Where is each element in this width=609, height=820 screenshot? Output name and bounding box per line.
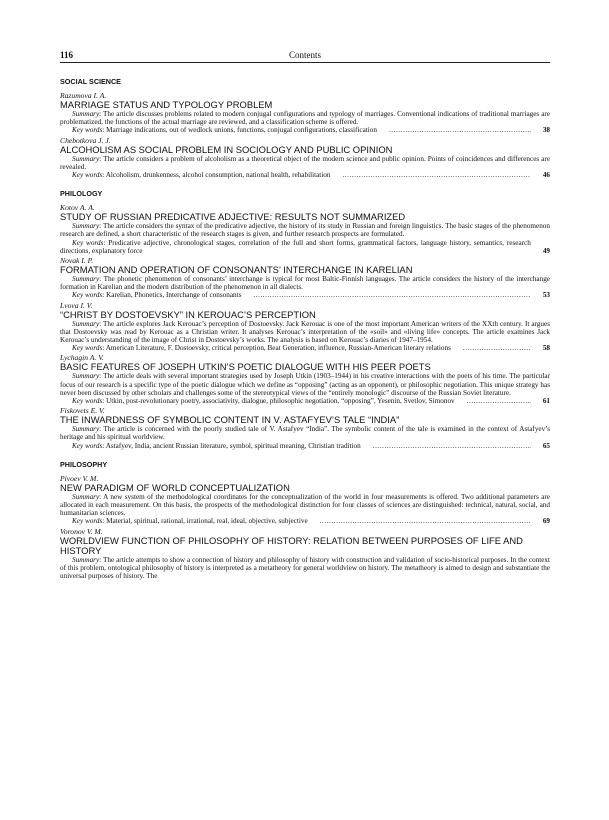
toc-entry[interactable] <box>60 475 550 526</box>
entry-author: Fiskovets E. V. <box>60 406 105 416</box>
toc-entry[interactable] <box>60 528 550 581</box>
summary-label: Summary <box>72 372 100 381</box>
keywords-label: Key words <box>72 291 103 300</box>
entry-title[interactable]: BASIC FEATURES OF JOSEPH UTKIN’S POETIC DIALOGUE WITH HIS PEER POETS <box>60 361 431 373</box>
contents-page <box>60 50 550 582</box>
toc-entry[interactable] <box>60 92 550 135</box>
entry-keywords: Key words: Predicative adjective, chronological stages, correlation of the full and short forms, grammatical factors, language history, semantics, research directions, explanatory force 49 <box>60 238 550 255</box>
toc-entry[interactable] <box>60 137 550 180</box>
entry-keywords: Key words: Karelian, Phonetics, Interchange of consonants ..... 53 <box>60 291 550 299</box>
entry-page-number[interactable]: 58 <box>542 344 550 353</box>
keywords-text: Karelian, Phonetics, Interchange of consonants <box>106 291 242 300</box>
keywords-text: Material, spiritual, rational, irrational, real, ideal, objective, subjective <box>106 517 308 526</box>
entry-title[interactable]: WORLDVIEW FUNCTION OF PHILOSOPHY OF HISTORY: RELATION BETWEEN PURPOSES OF LIFE AND HISTORY <box>60 534 523 556</box>
keywords-text: Alcoholism, drunkenness, alcohol consumption, national health, rehabilitation <box>105 171 331 180</box>
entry-author: Pivoev V. M. <box>60 473 99 483</box>
section-heading: PHILOLOGY <box>60 189 103 199</box>
dot-leader <box>377 126 531 134</box>
separator: : <box>99 555 103 564</box>
entry-summary <box>60 425 550 441</box>
entry-summary <box>60 320 550 345</box>
section-heading: PHILOSOPHY <box>60 459 108 469</box>
keywords-label: Key words <box>72 344 103 353</box>
entry-author: Voronov V. M. <box>60 526 103 536</box>
entry-summary <box>60 556 550 581</box>
running-title: Contents <box>288 50 321 60</box>
keywords-text: Marriage indications, out of wedlock unions, functions, conjugal configurations, classification <box>106 126 377 135</box>
entry-keywords: Key words: Material, spiritual, rational, irrational, real, ideal, objective, subjective ..... 69 <box>60 517 550 525</box>
dot-leader <box>241 291 530 299</box>
entry-title[interactable]: FORMATION AND OPERATION OF CONSONANTS’ INTERCHANGE IN KARELIAN <box>60 264 413 276</box>
entry-keywords: Key words: American Literature, F. Dostoevsky, critical perception, Beat Generation, influence, Russian-American literary relations ..... 58 <box>60 344 550 352</box>
entry-page-number[interactable]: 65 <box>542 441 550 450</box>
keywords-text: Utkin, post-revolutionary poetry, associativity, dialogue, philosophic negotiation, “opposing”, Yesenin, Svetlov, Simonov <box>106 397 455 406</box>
keywords-label: Key words <box>72 517 103 526</box>
entry-page-number[interactable]: 69 <box>542 517 550 526</box>
entry-page-number[interactable]: 53 <box>542 291 550 300</box>
entry-author: Novak I. P. <box>60 256 94 266</box>
toc-entry[interactable] <box>60 354 550 405</box>
summary-label: Summary <box>72 154 100 163</box>
entry-title[interactable]: ALCOHOLISM AS SOCIAL PROBLEM IN SOCIOLOGY AND PUBLIC OPINION <box>60 143 393 155</box>
page-header <box>60 50 550 63</box>
entry-summary <box>60 155 550 171</box>
separator: : <box>99 154 104 163</box>
keywords-text: American Literature, F. Dostoevsky, critical perception, Beat Generation, influence, Russian-American literary relations <box>105 344 451 353</box>
dot-leader <box>451 344 531 352</box>
summary-text: The article explores Jack Kerouac’s perception of Dostoevsky. Jack Kerouac is one of the most important American writers of the XXth century. It argues that Dostoevsky was read by Kerouac as a Christian writer. It analyses Kerouac’s interpretation of the «soil» and «living life» concepts. The article examines Jack Kerouac’s understanding of the image of Christ in Dostoevsky’s works. The analysis is based on Kerouac’s diaries of 1947–1954. <box>60 319 550 345</box>
dot-leader <box>330 171 530 179</box>
entry-title[interactable]: THE INWARDNESS OF SYMBOLIC CONTENT IN V. ASTAFYEV’S TALE “INDIA” <box>60 414 400 426</box>
separator: : <box>99 492 104 501</box>
entry-author: Lvova I. V. <box>60 300 93 310</box>
dot-leader <box>308 517 531 525</box>
summary-label: Summary <box>72 319 100 328</box>
keywords-label: Key words <box>72 397 103 406</box>
entry-summary <box>60 110 550 126</box>
entry-keywords: Key words: Utkin, post-revolutionary poetry, associativity, dialogue, philosophic negotiation, “opposing”, Yesenin, Svetlov, Simonov ..... 61 <box>60 397 550 405</box>
dot-leader <box>455 397 531 405</box>
keywords-label: Key words <box>72 441 103 450</box>
entry-author: Lychagin A. V. <box>60 353 104 363</box>
keywords-label: Key words <box>72 126 103 135</box>
separator: : <box>99 372 104 381</box>
summary-label: Summary <box>72 492 100 501</box>
entry-title[interactable]: MARRIAGE STATUS AND TYPOLOGY PROBLEM <box>60 99 273 110</box>
entry-summary <box>60 222 550 238</box>
entry-title[interactable]: “CHRIST BY DOSTOEVSKY” IN KEROUAC’S PERCEPTION <box>60 308 316 320</box>
entry-title[interactable]: STUDY OF RUSSIAN PREDICATIVE ADJECTIVE: RESULTS NOT SUMMARIZED <box>60 211 406 223</box>
summary-text: The article is concerned with the poorly studied tale of V. Astafyev “India”. The symbolic content of the tale is examined in the context of Astafyev’s heritage and his spiritual worldview. <box>60 425 551 442</box>
dot-leader <box>361 442 531 450</box>
summary-text: The article considers the syntax of the predicative adjective, the history of its study in Russian and foreign linguistics. The basic stages of the phenomenon research are defined, a short characteristic of the research stages is given, and further research prospects are formulated. <box>60 222 550 239</box>
entry-author: Razumova I. A. <box>60 91 107 100</box>
toc-entry[interactable] <box>60 204 550 255</box>
summary-text: The article discusses problems related to modern conjugal configurations and typology of marriages. Conventional indications of traditional marriages are problematized, the functions of the actual marriage are reviewed, and a classification scheme is offered. <box>60 110 550 127</box>
table-of-contents <box>60 77 550 580</box>
summary-text: The article considers a problem of alcoholism as a theoretical object of the modern science and public opinion. Points of coincidences and differences are revealed. <box>60 154 551 171</box>
entry-page-number[interactable]: 38 <box>542 126 550 135</box>
entry-author: Kotov A. A. <box>60 203 95 213</box>
separator: : <box>99 319 104 328</box>
keywords-text: Predicative adjective, chronological stages, correlation of the full and short forms, grammatical factors, language history, semantics, research directions, explanatory force <box>60 238 531 255</box>
separator: : <box>99 275 104 284</box>
summary-label: Summary <box>72 275 100 284</box>
keywords-label: Key words <box>72 171 103 180</box>
summary-text: A new system of the methodological coordinates for the conceptualization of the world in four measurements is offered. Two additional parameters are allocated in each measurement. On this basis, the prospects of the methodological distinction for four classes of sciences are distinguished: technical, natural, social, and humanitarian sciences. <box>60 492 550 518</box>
entry-summary <box>60 372 550 397</box>
toc-entry[interactable] <box>60 302 550 353</box>
entry-summary <box>60 493 550 518</box>
keywords-label: Key words <box>72 238 104 247</box>
page-number: 116 <box>60 50 74 60</box>
entry-page-number[interactable]: 49 <box>542 246 550 255</box>
summary-label: Summary <box>72 425 100 434</box>
summary-text: The article deals with several important strategies used by Joseph Utkin (1903–1944) in his creative interactions with the poets of his time. The particular focus of our research is a specific type of the poetic dialogue which we define as “opposing” (acting as an opponent), or philosophic negotiation. This unique strategy has never been discussed by other scholars and challenges some of the stereotypical views of the “entirely monologic” discourse of the Russian Soviet literature. <box>60 372 550 397</box>
entry-page-number[interactable]: 46 <box>542 171 550 180</box>
toc-entry[interactable] <box>60 407 550 450</box>
summary-label: Summary <box>72 222 100 231</box>
separator: : <box>99 110 104 118</box>
entry-title[interactable]: NEW PARADIGM OF WORLD CONCEPTUALIZATION <box>60 481 290 493</box>
separator: : <box>99 425 104 434</box>
entry-summary <box>60 275 550 291</box>
entry-page-number[interactable]: 61 <box>542 397 550 406</box>
entry-keywords: Key words: Alcoholism, drunkenness, alcohol consumption, national health, rehabilitation ..... 46 <box>60 171 550 179</box>
entry-keywords: Key words: Astafyev, India, ancient Russian literature, symbol, spiritual meaning, Christian tradition ..... 65 <box>60 442 550 450</box>
summary-label: Summary <box>72 555 100 564</box>
summary-text: The article attempts to show a connection of history and philosophy of history with construction and validation of socio-historical purposes. In the context of this problem, ontological philosophy of history is interpreted as a metatheory for general worldview on history. The metatheory is aimed to design and substantiate the universal purposes of history. The <box>60 555 551 581</box>
separator: : <box>99 222 103 231</box>
summary-label: Summary <box>72 110 100 118</box>
toc-entry[interactable] <box>60 257 550 300</box>
entry-keywords: Key words: Marriage indications, out of wedlock unions, functions, conjugal configurations, classification ..... 38 <box>60 126 550 134</box>
section-heading: SOCIAL SCIENCE <box>60 77 121 86</box>
summary-text: The phonetic phenomenon of consonants’ interchange is typical for most Baltic-Finnish languages. The article considers the history of the interchange formation in Karelian and the modern distribution of the phenomenon in all dialects. <box>60 275 550 292</box>
entry-author: Chebotkova J. J. <box>60 135 111 145</box>
keywords-text: Astafyev, India, ancient Russian literature, symbol, spiritual meaning, Christian tradition <box>105 441 361 450</box>
